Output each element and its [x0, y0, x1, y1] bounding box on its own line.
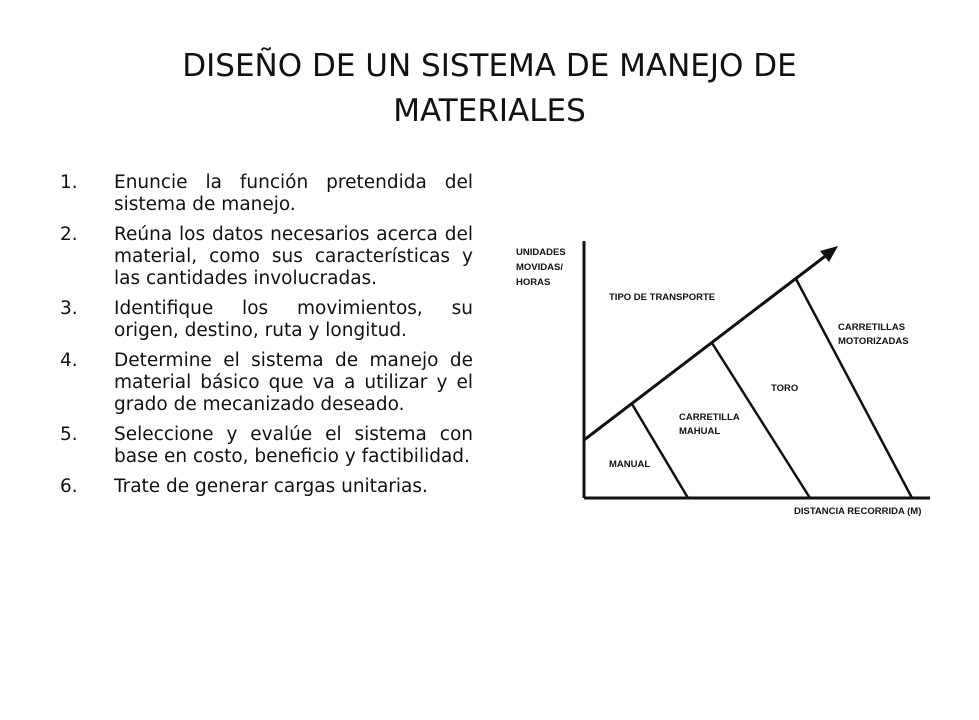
step-number: 1.: [60, 172, 78, 193]
y-axis-label-3: HORAS: [516, 277, 551, 288]
divider-toro-motorizadas: [796, 279, 912, 498]
step-number: 4.: [60, 350, 78, 371]
y-axis-label-2: MOVIDAS/: [516, 262, 563, 273]
step-text: Identifique los movimientos, su origen, destino, ruta y longitud.: [114, 298, 473, 341]
step-number: 2.: [60, 224, 78, 245]
x-axis-label: DISTANCIA RECORRIDA (M): [794, 506, 922, 517]
step-text: Trate de generar cargas unitarias.: [114, 476, 428, 497]
step-number: 5.: [60, 424, 78, 445]
region-label-motorizadas-1: CARRETILLAS: [838, 322, 906, 333]
y-axis-label-1: UNIDADES: [516, 247, 566, 258]
step-number: 6.: [60, 476, 78, 497]
region-label-toro: TORO: [771, 383, 799, 394]
step-text: Seleccione y evalúe el sistema con base en costo, beneficio y factibilidad.: [114, 424, 473, 467]
step-number: 3.: [60, 298, 78, 319]
title-line-2: MATERIALES: [393, 93, 586, 129]
step-text: Reúna los datos necesarios acerca del material, como sus características y las cantidades involucradas.: [114, 224, 473, 289]
step-text: Determine el sistema de manejo de material básico que va a utilizar y el grado de mecanizado deseado.: [114, 350, 473, 415]
transport-type-label: TIPO DE TRANSPORTE: [609, 292, 716, 303]
region-label-carretilla-2: MAHUAL: [679, 426, 721, 437]
region-label-carretilla-1: CARRETILLA: [679, 412, 740, 423]
region-label-manual: MANUAL: [609, 459, 651, 470]
title-line-1: DISEÑO DE UN SISTEMA DE MANEJO DE: [182, 48, 797, 84]
step-text: Enuncie la función pretendida del sistema de manejo.: [114, 172, 473, 215]
region-label-motorizadas-2: MOTORIZADAS: [838, 336, 909, 347]
